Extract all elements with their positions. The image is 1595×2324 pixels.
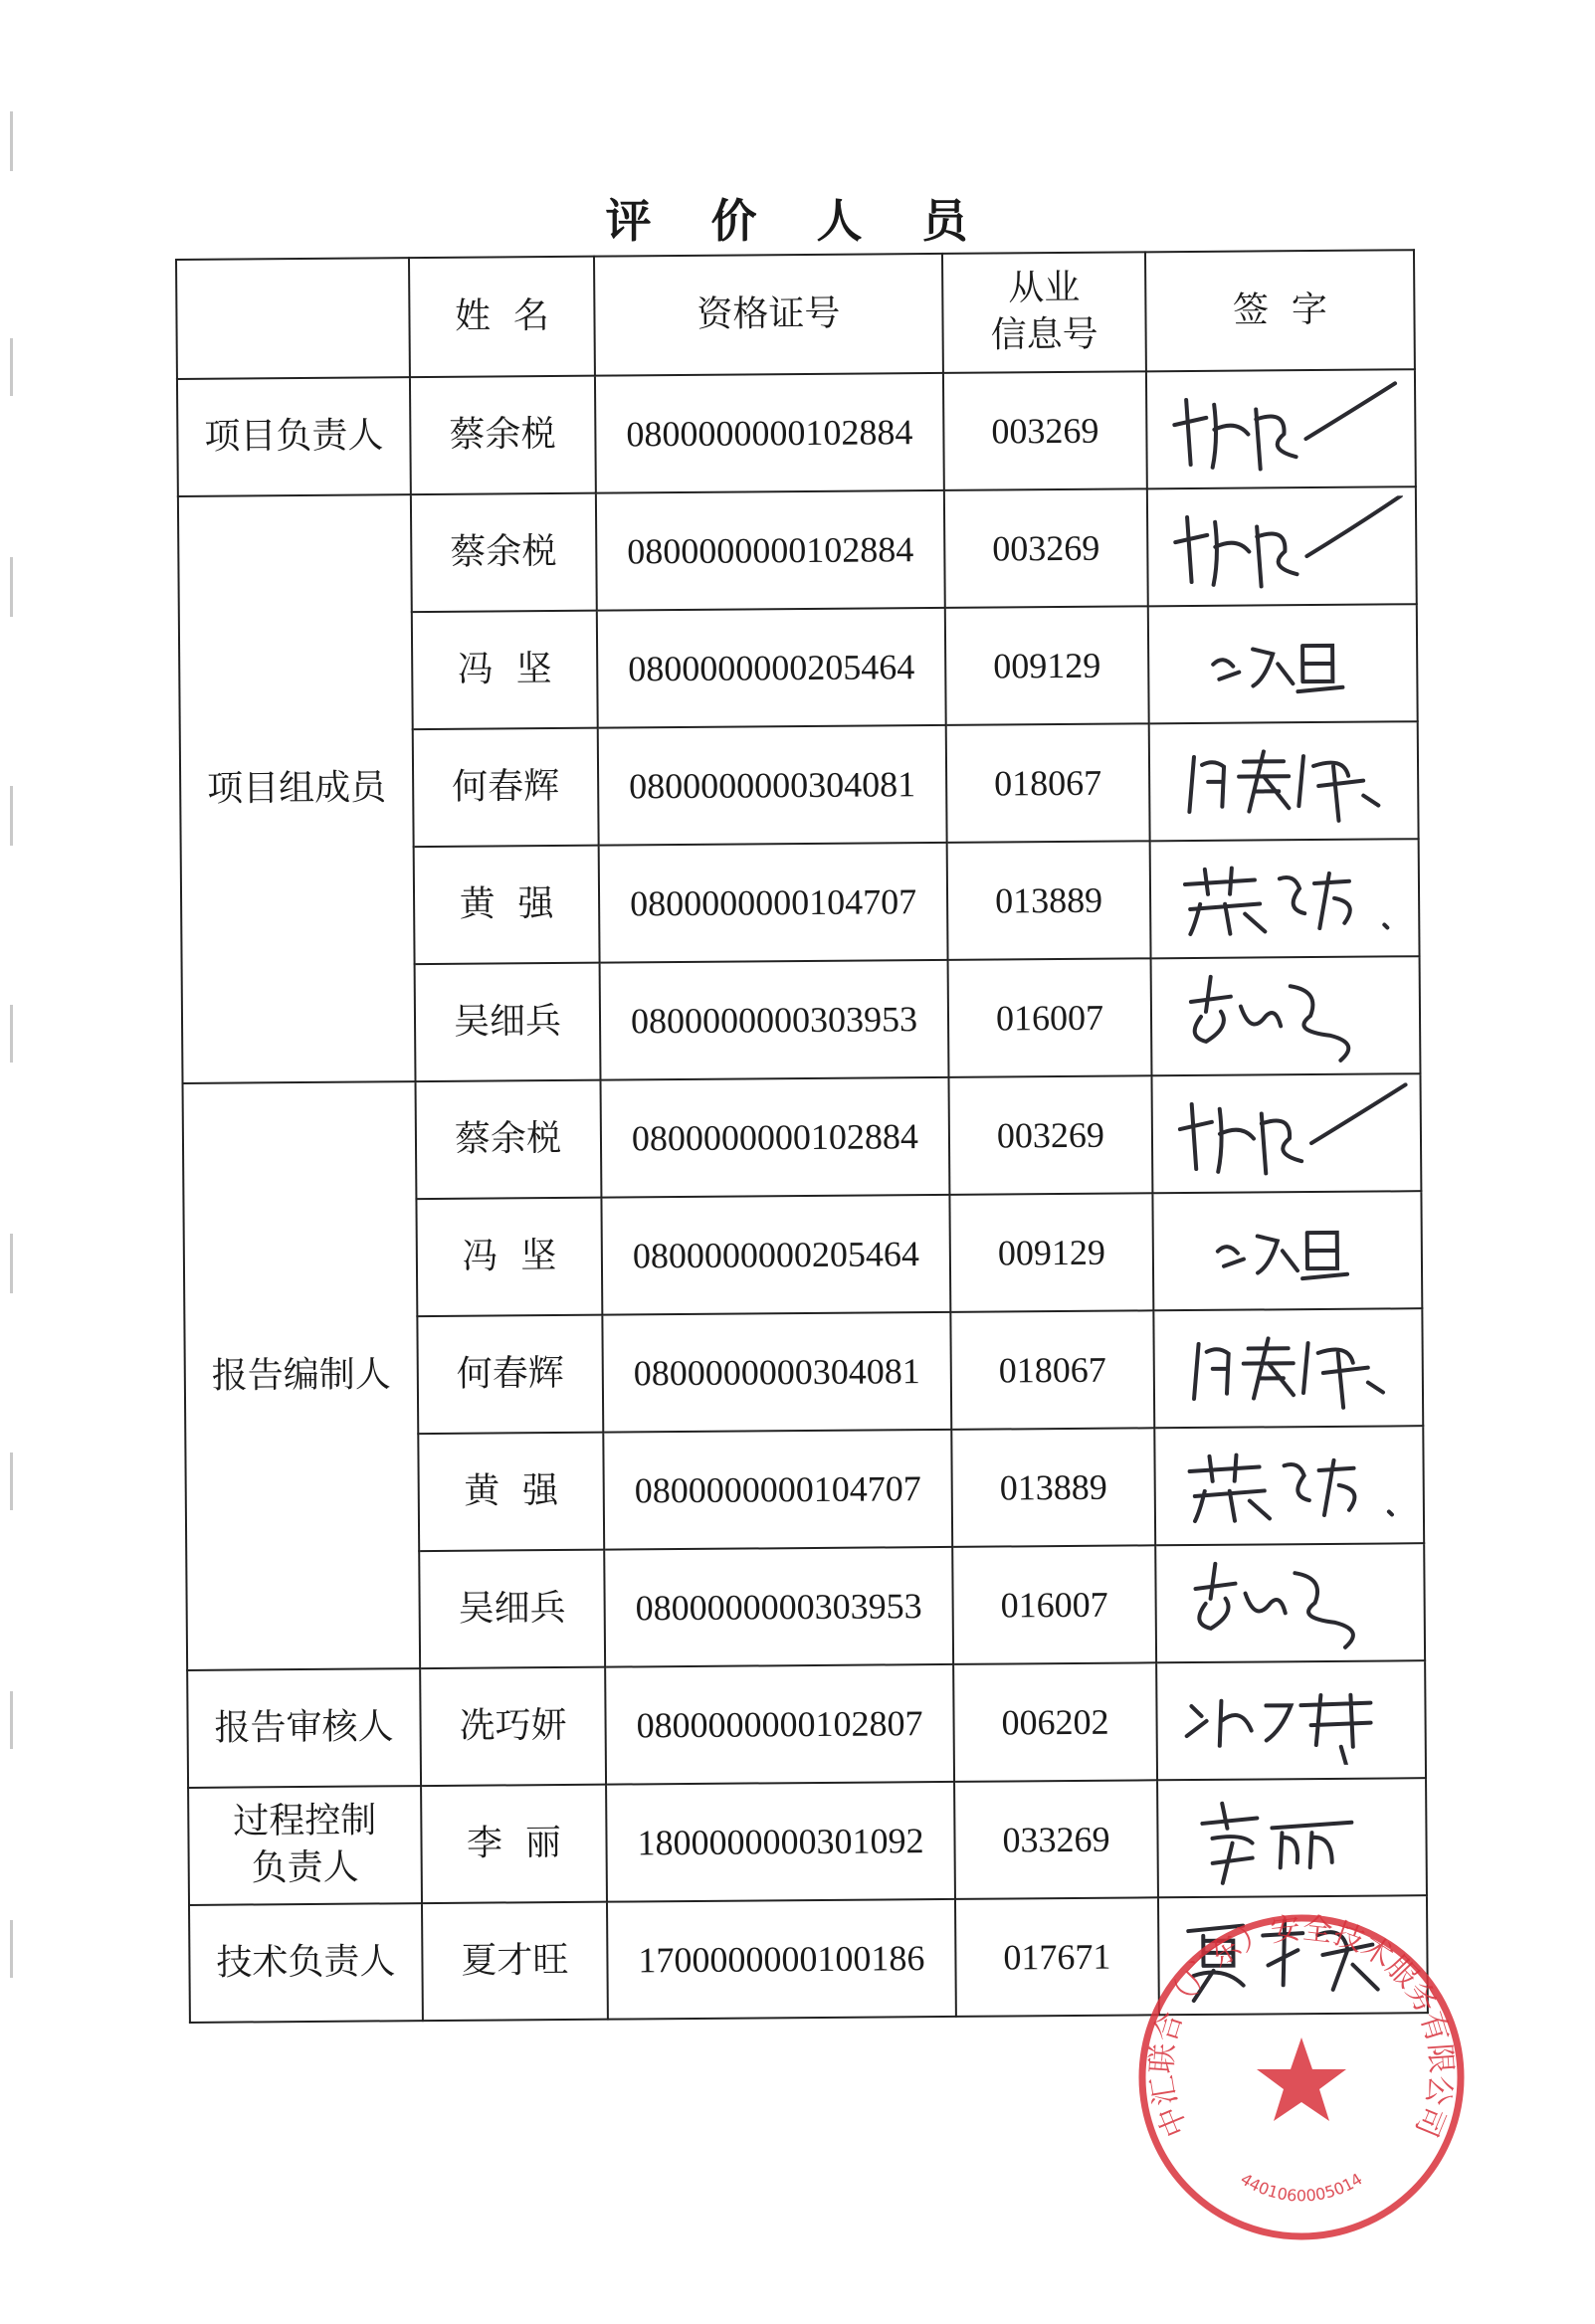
signature-cell xyxy=(1150,839,1420,958)
cert-number: 0800000000102884 xyxy=(600,1077,949,1198)
scan-edge-mark xyxy=(10,1005,13,1063)
group-technical-leader: 技术负责人 xyxy=(189,1903,423,2023)
person-name: 黄 强 xyxy=(418,1433,604,1551)
cert-number: 0800000000303953 xyxy=(600,960,949,1080)
cert-number: 1700000000100186 xyxy=(607,1899,956,2020)
cert-number: 0800000000303953 xyxy=(604,1547,953,1667)
handwritten-signature xyxy=(1171,965,1401,1066)
signature-cell xyxy=(1151,956,1421,1075)
handwritten-signature xyxy=(1162,1082,1412,1184)
signature-cell xyxy=(1153,1308,1423,1428)
handwritten-signature xyxy=(1156,378,1406,480)
group-report-reviewer: 报告审核人 xyxy=(187,1668,421,1788)
info-number: 016007 xyxy=(952,1545,1156,1664)
scan-edge-mark xyxy=(10,1452,13,1510)
table-row xyxy=(177,369,1416,496)
group-report-authors: 报告编制人 xyxy=(183,1081,421,1670)
cert-number: 0800000000304081 xyxy=(602,1312,951,1433)
group-project-members: 项目组成员 xyxy=(178,494,416,1083)
signature-cell xyxy=(1146,369,1416,488)
scan-edge-mark xyxy=(10,1234,13,1293)
seal-org-text: 中汇联合（广东）安全技术服务有限公司 xyxy=(1144,1911,1459,2142)
table-row xyxy=(183,1073,1422,1201)
group-project-leader: 项目负责人 xyxy=(177,377,411,496)
person-name: 何春辉 xyxy=(413,728,599,847)
info-number: 018067 xyxy=(946,723,1150,843)
cert-number: 0800000000104707 xyxy=(599,843,948,963)
signature-cell xyxy=(1151,1073,1421,1193)
scan-edge-mark xyxy=(10,1920,13,1978)
signature-cell xyxy=(1147,486,1417,606)
info-number: 013889 xyxy=(947,841,1151,960)
company-seal xyxy=(1132,1908,1471,2246)
cert-number: 0800000000304081 xyxy=(598,725,947,846)
handwritten-signature xyxy=(1157,495,1407,597)
info-number: 016007 xyxy=(948,958,1152,1077)
signature-cell xyxy=(1154,1426,1424,1545)
table-row xyxy=(187,1660,1426,1788)
personnel-table xyxy=(175,249,1429,2024)
header-info-line2: 信息号 xyxy=(990,313,1098,356)
header-name xyxy=(409,257,595,377)
scan-edge-mark xyxy=(10,1691,13,1749)
person-name: 蔡余棁 xyxy=(416,1080,602,1199)
signature-cell xyxy=(1155,1543,1425,1662)
info-number: 013889 xyxy=(951,1428,1155,1547)
scan-edge-mark xyxy=(10,111,13,171)
info-number: 033269 xyxy=(954,1780,1158,1899)
header-role xyxy=(176,258,410,379)
signature-cell xyxy=(1156,1660,1426,1780)
person-name: 蔡余棁 xyxy=(411,493,597,612)
info-number: 003269 xyxy=(943,371,1147,490)
handwritten-signature xyxy=(1183,623,1383,704)
handwritten-signature xyxy=(1171,1674,1411,1766)
info-number: 006202 xyxy=(953,1662,1157,1782)
scan-edge-mark xyxy=(10,338,13,396)
person-name: 夏才旺 xyxy=(422,1902,608,2021)
scan-edge-mark xyxy=(10,786,13,846)
info-number: 003269 xyxy=(948,1075,1152,1195)
seal-code-text: 4401060005014 xyxy=(1237,2169,1366,2206)
info-number: 017671 xyxy=(955,1897,1159,2017)
table-header-row xyxy=(176,250,1415,379)
person-name: 李 丽 xyxy=(421,1785,607,1903)
person-name: 蔡余棁 xyxy=(410,376,596,494)
table-row xyxy=(178,486,1417,614)
cert-number: 0800000000205464 xyxy=(601,1195,950,1315)
header-name-label: 姓 名 xyxy=(454,294,550,337)
info-number: 009129 xyxy=(945,606,1149,725)
handwritten-signature xyxy=(1175,1552,1405,1653)
cert-number: 0800000000102807 xyxy=(605,1664,954,1785)
header-sign-label: 签 字 xyxy=(1232,289,1328,331)
group-process-line1: 过程控制 xyxy=(233,1800,377,1842)
info-number: 003269 xyxy=(944,488,1148,608)
person-name: 何春辉 xyxy=(417,1315,603,1434)
handwritten-signature xyxy=(1178,1322,1398,1414)
signature-cell xyxy=(1152,1191,1422,1310)
person-name: 吴细兵 xyxy=(419,1550,605,1668)
info-number: 009129 xyxy=(949,1193,1153,1312)
signature-cell xyxy=(1149,721,1419,841)
person-name: 黄 强 xyxy=(414,846,600,964)
cert-number: 0800000000205464 xyxy=(597,608,946,728)
person-name: 冼巧妍 xyxy=(420,1667,606,1786)
cert-number: 0800000000102884 xyxy=(595,373,944,493)
signature-cell xyxy=(1157,1778,1427,1897)
table-row xyxy=(188,1778,1427,1905)
handwritten-signature xyxy=(1188,1210,1388,1291)
person-name: 冯 坚 xyxy=(412,611,598,729)
cert-number: 1800000000301092 xyxy=(606,1782,955,1902)
group-process-control xyxy=(188,1786,422,1905)
page-title: 评 价 人 员 xyxy=(605,194,990,248)
header-info-line1: 从业 xyxy=(1008,268,1081,309)
handwritten-signature xyxy=(1170,853,1400,944)
handwritten-signature xyxy=(1182,1787,1402,1888)
person-name: 吴细兵 xyxy=(415,963,601,1081)
info-number: 018067 xyxy=(950,1310,1154,1430)
header-sign xyxy=(1145,250,1415,371)
cert-number: 0800000000104707 xyxy=(603,1430,952,1550)
cert-number: 0800000000102884 xyxy=(596,490,945,611)
scan-edge-mark xyxy=(10,557,13,617)
handwritten-signature xyxy=(1174,1440,1404,1531)
handwritten-signature xyxy=(1174,735,1394,827)
signature-cell xyxy=(1148,604,1418,723)
header-info xyxy=(942,252,1146,373)
header-cert: 资格证号 xyxy=(594,254,943,376)
group-process-line2: 负责人 xyxy=(251,1846,359,1889)
person-name: 冯 坚 xyxy=(416,1198,602,1316)
